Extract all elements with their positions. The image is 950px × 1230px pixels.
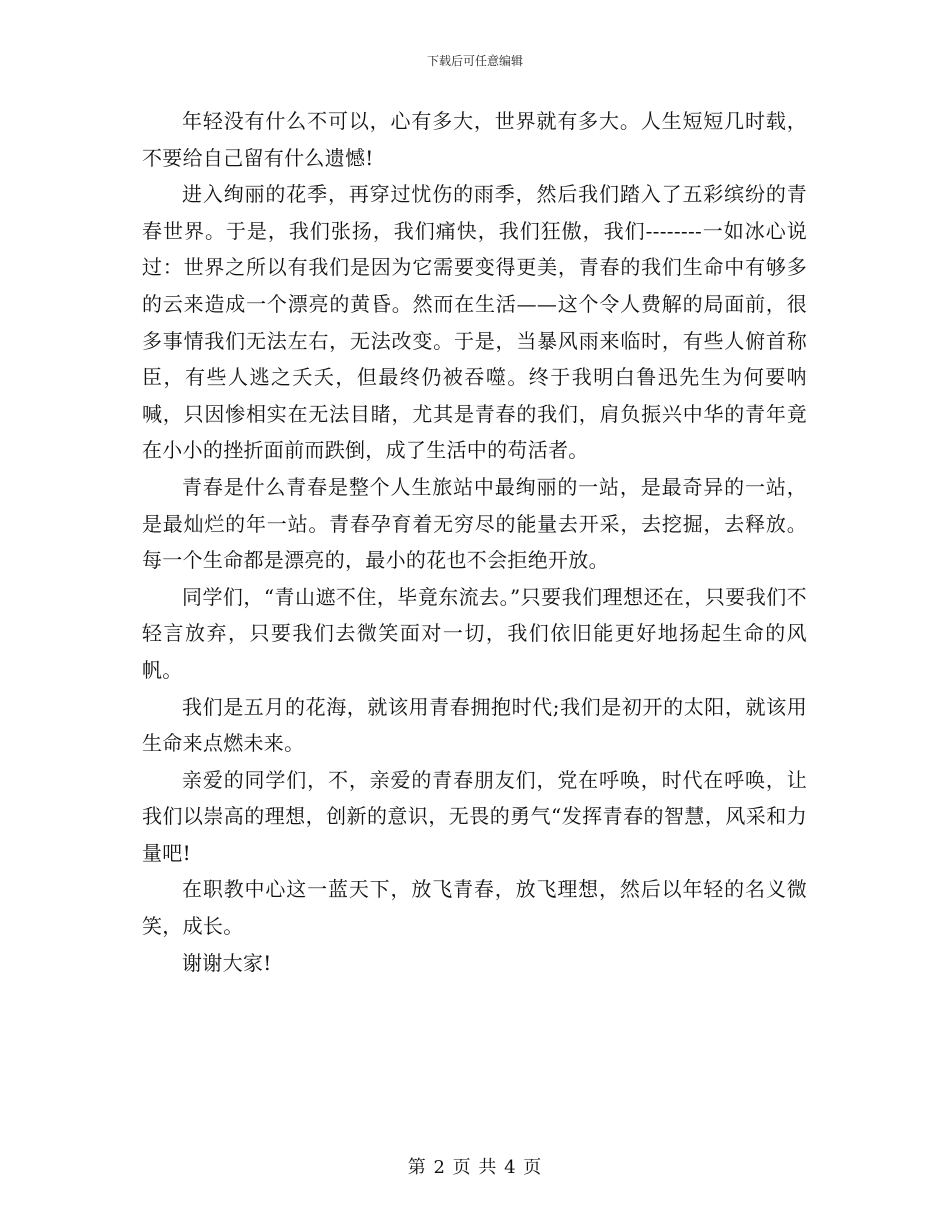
paragraph: 进入绚丽的花季，再穿过忧伤的雨季，然后我们踏入了五彩缤纷的青春世界。于是，我们张扬，我们痛快，我们狂傲，我们--------一如冰心说过：世界之所以有我们是因为它需要变得更美，青春的我们生命中有够多的云来造成一个漂亮的黄昏。然而在生活——这个令人费解的局面前，很多事情我们无法左右，无法改变。于是，当暴风雨来临时，有些人俯首称臣，有些人逃之夭夭，但最终仍被吞噬。终于我明白鲁迅先生为何要呐喊，只因惨相实在无法目睹，尤其是青春的我们，肩负振兴中华的青年竟在小小的挫折面前而跌倒，成了生活中的苟活者。 (142, 182, 807, 463)
page-number-footer: 第 2 页 共 4 页 (407, 1157, 543, 1178)
paragraph: 谢谢大家! (182, 950, 272, 975)
paragraph: 青春是什么青春是整个人生旅站中最绚丽的一站，是最奇异的一站，是最灿烂的年一站。青春孕育着无穷尽的能量去开采，去挖掘，去释放。每一个生命都是漂亮的，最小的花也不会拒绝开放。 (142, 474, 807, 573)
document-body (142, 103, 807, 981)
paragraph: 年轻没有什么不可以，心有多大，世界就有多大。人生短短几时载，不要给自己留有什么遗憾! (142, 109, 807, 170)
paragraph: 在职教中心这一蓝天下，放飞青春，放飞理想，然后以年轻的名义微笑，成长。 (142, 877, 807, 939)
paragraph: 同学们，“青山遮不住，毕竟东流去。”只要我们理想还在，只要我们不轻言放弃，只要我们去微笑面对一切，我们依旧能更好地扬起生命的风帆。 (142, 584, 807, 682)
page-header: 下载后可任意编辑 (426, 54, 523, 68)
paragraph: 亲爱的同学们，不，亲爱的青春朋友们，党在呼唤，时代在呼唤，让我们以崇高的理想，创新的意识，无畏的勇气“发挥青春的智慧，风采和力量吧! (142, 767, 807, 865)
paragraph: 我们是五月的花海，就该用青春拥抱时代;我们是初开的太阳，就该用生命来点燃未来。 (142, 694, 807, 756)
